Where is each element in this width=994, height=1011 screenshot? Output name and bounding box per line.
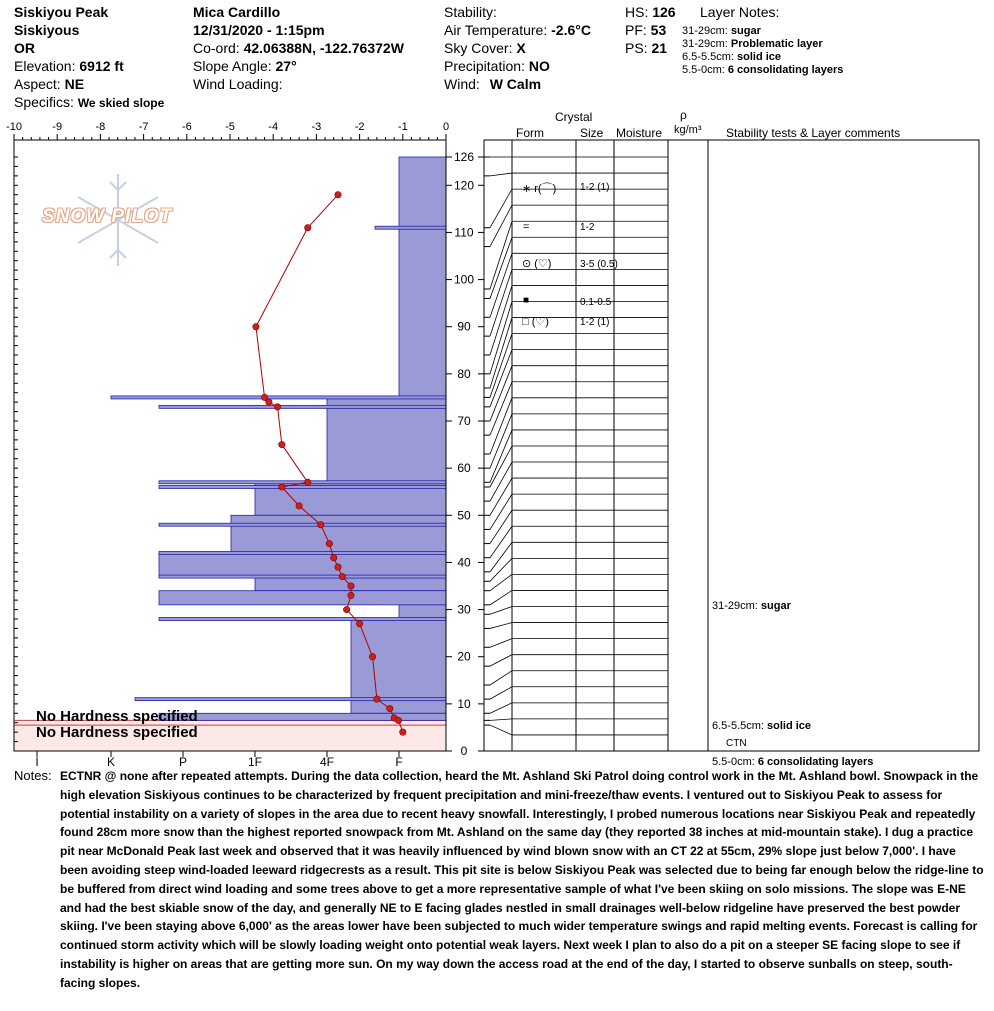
- density-unit-header: kg/m³: [674, 124, 702, 136]
- layer-boundary-line: [490, 494, 668, 529]
- precip-value: NO: [528, 58, 550, 74]
- layer-boundary-line: [490, 478, 668, 515]
- hardness-layer-bar: [399, 605, 446, 619]
- hardness-thin-layer-bar: [159, 552, 446, 555]
- elevation-value: 6912 ft: [79, 58, 124, 74]
- height-tick-label: 90: [457, 319, 471, 334]
- hardness-layer-bar: [159, 713, 446, 720]
- no-hardness-label: No Hardness specified: [36, 708, 198, 725]
- layer-boundary-line: [490, 510, 668, 543]
- layer-boundary-line: [490, 574, 668, 590]
- wind-label: Wind:: [444, 76, 480, 92]
- observer-name: Mica Cardillo: [193, 4, 281, 20]
- state-name: OR: [14, 40, 35, 56]
- layer-notes-title: Layer Notes:: [700, 4, 780, 20]
- layer-boundary-line: [490, 542, 668, 572]
- layer-boundary-line: [490, 398, 668, 454]
- temperature-point: [339, 573, 345, 579]
- height-tick-label: 40: [457, 555, 471, 570]
- temp-tick-label: -3: [311, 121, 322, 133]
- layer-boundary-line: [490, 446, 668, 487]
- temperature-point: [274, 404, 280, 410]
- stability-label: Stability:: [444, 4, 497, 20]
- temperature-point: [395, 717, 401, 723]
- layer-boundary-line: [490, 687, 668, 699]
- slope-label: Slope Angle:: [193, 58, 272, 74]
- crystal-form: =: [523, 221, 530, 233]
- hardness-layer-bar: [399, 157, 446, 397]
- specifics-label: Specifics:: [14, 94, 74, 110]
- height-tick-label: 110: [454, 225, 474, 240]
- comment-text: solid ice: [767, 720, 812, 732]
- height-tick-label: 10: [457, 696, 471, 711]
- precip-label: Precipitation:: [444, 58, 525, 74]
- layer-boundary-line: [490, 430, 668, 482]
- hardness-tick-label: F: [395, 755, 403, 769]
- stability-comments-header: Stability tests & Layer comments: [726, 126, 901, 140]
- air-temp-value: -2.6°C: [551, 22, 591, 38]
- pf-value: 53: [650, 22, 667, 38]
- coord-value: 42.06388N, -122.76372W: [243, 40, 404, 56]
- snowpilot-logo: [38, 172, 198, 268]
- height-tick-label: 50: [457, 508, 471, 523]
- layer-boundary-line: [490, 639, 668, 648]
- layer-boundary-line: [490, 655, 668, 666]
- aspect-label: Aspect:: [14, 76, 61, 92]
- height-tick-label: 60: [457, 461, 471, 476]
- hardness-tick-label: I: [35, 755, 39, 769]
- form-header: Form: [516, 126, 544, 140]
- temperature-point: [326, 540, 332, 546]
- temp-tick-label: -2: [354, 121, 365, 133]
- temp-tick-label: 0: [442, 121, 450, 133]
- temp-tick-label: -8: [95, 121, 106, 133]
- crystal-form: □ (♡): [522, 316, 549, 328]
- crystal-size: 1-2: [580, 222, 595, 233]
- layer-boundary-line: [490, 205, 668, 246]
- temp-tick-label: -1: [397, 121, 408, 133]
- layer-boundary-line: [490, 301, 668, 373]
- temp-tick-label: -6: [181, 121, 192, 133]
- layer-boundary-line: [490, 607, 668, 615]
- layer-note-range: 6.5-5.5cm:: [682, 51, 734, 63]
- layer-boundary-line: [490, 558, 668, 581]
- hardness-thin-layer-bar: [159, 486, 446, 489]
- crystal-form: ∗ r(⌒): [522, 183, 557, 195]
- layer-note-range: 5.5-0cm:: [682, 64, 725, 76]
- height-tick-label: 0: [460, 744, 468, 758]
- temp-tick-label: -5: [225, 121, 235, 133]
- hardness-layer-bar: [231, 515, 446, 553]
- temperature-point: [374, 696, 380, 702]
- height-tick-label: 120: [453, 178, 475, 193]
- temp-tick-label: -10: [6, 121, 22, 133]
- temperature-point: [387, 705, 393, 711]
- layer-boundary-line: [490, 382, 668, 435]
- specifics-value: We skied slope: [77, 96, 165, 110]
- layer-note-range: 31-29cm:: [682, 38, 728, 50]
- layer-boundary-line: [490, 590, 668, 604]
- layer-boundary-line: [490, 703, 668, 713]
- layer-boundary-line: [490, 237, 668, 298]
- temperature-point: [356, 621, 362, 627]
- crystal-size: 3-5 (0.5): [580, 259, 618, 270]
- layer-boundary-line: [490, 719, 668, 720]
- temp-tick-label: -7: [138, 121, 149, 133]
- notes-label: Notes:: [14, 768, 52, 783]
- layer-boundary-line: [490, 623, 668, 629]
- comment-range: 6.5-5.5cm:: [712, 720, 764, 732]
- layer-boundary-line: [490, 462, 668, 501]
- comment-range: 31-29cm:: [712, 600, 758, 612]
- hardness-tick-label: K: [106, 755, 116, 769]
- comment-text: 6 consolidating layers: [757, 756, 874, 768]
- layer-boundary-line: [490, 366, 668, 421]
- hardness-thin-layer-bar: [375, 226, 446, 229]
- hardness-tick-label: 4F: [319, 755, 335, 769]
- temperature-point: [253, 324, 259, 330]
- layer-note-text: Problematic layer: [730, 38, 823, 50]
- hardness-thin-layer-bar: [159, 618, 446, 621]
- moisture-header: Moisture: [616, 126, 663, 140]
- temperature-point: [318, 522, 324, 528]
- layer-note-text: 6 consolidating layers: [727, 64, 844, 76]
- layer-boundary-line: [490, 269, 668, 336]
- crystal-size: 0.1-0.5: [580, 297, 612, 308]
- temp-tick-label: -9: [52, 121, 63, 133]
- crystal-form: ⊙ (♡): [522, 258, 552, 270]
- crystal-form: ■: [523, 295, 530, 306]
- comment-range: 5.5-0cm:: [712, 756, 755, 768]
- layer-note-text: sugar: [730, 25, 761, 37]
- temperature-point: [305, 225, 311, 231]
- hardness-tick-label: P: [178, 755, 188, 769]
- slope-value: 27°: [275, 58, 297, 74]
- hardness-thin-layer-bar: [159, 523, 446, 526]
- hardness-thin-layer-bar: [159, 405, 446, 408]
- temperature-point: [343, 606, 349, 612]
- height-tick-label: 20: [457, 649, 471, 664]
- rho-header: ρ: [680, 108, 687, 122]
- comment-text: sugar: [760, 600, 791, 612]
- height-tick-label: 30: [457, 602, 471, 617]
- layer-boundary-line: [490, 189, 668, 228]
- temp-tick-label: -4: [268, 121, 279, 133]
- layer-note-text: solid ice: [737, 51, 782, 63]
- temperature-point: [305, 479, 311, 485]
- hardness-layer-bar: [159, 591, 446, 605]
- ps-label: PS:: [625, 40, 648, 56]
- height-tick-label: 80: [457, 366, 471, 381]
- no-hardness-label: No Hardness specified: [36, 724, 198, 741]
- location-name: Siskiyou Peak: [14, 4, 109, 20]
- temperature-point: [335, 192, 341, 198]
- layer-boundary-line: [490, 285, 668, 355]
- notes-text: ECTNR @ none after repeated attempts. During the data collection, heard the Mt. Ashland Ski Patrol doing control work in the Mt. Ashland bowl. Snowpack in the high elevation Siskiyous continues to be characterized by frequent precipitation and mini-freeze/thaw events. I ventured out to Siskiyou Peak to assess for potential instability on a variety of slopes in the area due to recent heavy snowfall. Interestingly, I probed numerous locations near Siskiyou Peak and repeatedly found 28cm more snow than the highest reported snowpack from Mt. Ashland on the same day (they reported 38 inches at mid-mountain stake). I dug a practice pit near McDonald Peak last week and observed that it was heavily influenced by wind blown snow with an CT 22 at 55cm, 29% slope just below 7,000'. I have been avoiding steep wind-loaded leeward ridgecrests as a result. This pit site is below Siskiyou Peak was selected due to being far enough below the ridge-line to be buffered from direct wind loading and some trees above to get a more representative sample of what I've been skiing on solo missions. The slope was E-NE and had the best skiable snow of the day, and generally NE to E facing glades nestled in small drainages well-below ridgeline have preserved the best powder skiing. I've been staying above 6,000' as the areas lower have been subjected to much wider temperature swings and rapid melting events. Forecast is calling for continued storm activity which will be slowly loading weight onto potential weak layers. Next week I plan to also do a pit on a steeper SE facing slope to see if instability is higher on areas that are getting more sun. On my way down the access road at the end of the day, I started to observe sunballs on steep, south-facing slopes.: [60, 769, 984, 990]
- hardness-layer-bar: [327, 397, 446, 482]
- hardness-tick-label: 1F: [247, 755, 263, 769]
- hs-value: 126: [652, 4, 676, 20]
- logo-text: SNOW PILOT: [42, 206, 173, 227]
- height-tick-label: 126: [453, 150, 475, 164]
- layer-table-frame: [484, 140, 979, 751]
- comment-ice: [712, 720, 811, 732]
- aspect-value: NE: [64, 76, 85, 92]
- temperature-point: [348, 592, 354, 598]
- size-header: Size: [580, 126, 604, 140]
- comment-ctn: CTN: [726, 738, 747, 749]
- hardness-thin-layer-bar: [135, 698, 446, 701]
- hs-label: HS:: [625, 4, 649, 20]
- layer-boundary-line: [490, 725, 668, 735]
- crystal-header: Crystal: [555, 110, 593, 124]
- pf-label: PF:: [625, 22, 647, 38]
- comment-sugar: [712, 600, 791, 612]
- temperature-point: [266, 399, 272, 405]
- hardness-layer-bar: [159, 553, 446, 577]
- sky-label: Sky Cover:: [444, 40, 513, 56]
- layer-note-range: 31-29cm:: [682, 25, 728, 37]
- coord-label: Co-ord:: [193, 40, 240, 56]
- layer-boundary-line: [490, 350, 668, 407]
- temperature-point: [330, 555, 336, 561]
- air-temp-label: Air Temperature:: [444, 22, 548, 38]
- height-tick-label: 70: [457, 414, 471, 428]
- temperature-point: [296, 503, 302, 509]
- temperature-point: [400, 729, 406, 735]
- hardness-thin-layer-bar: [159, 575, 446, 578]
- height-tick-label: 100: [453, 272, 475, 287]
- wind-value: W Calm: [489, 76, 542, 92]
- crystal-size: 1-2 (1): [580, 182, 610, 193]
- elevation-label: Elevation:: [14, 58, 76, 74]
- layer-boundary-line: [490, 173, 668, 176]
- crystal-size: 1-2 (1): [580, 317, 610, 328]
- observation-datetime: 12/31/2020 - 1:15pm: [193, 22, 325, 38]
- layer-boundary-line: [490, 318, 668, 388]
- ps-value: 21: [651, 40, 668, 56]
- temperature-point: [348, 583, 354, 589]
- layer-boundary-line: [490, 671, 668, 685]
- hardness-thin-layer-bar: [111, 396, 446, 399]
- wind-loading-label: Wind Loading:: [193, 76, 283, 92]
- temperature-point: [279, 484, 285, 490]
- sky-value: X: [516, 40, 526, 56]
- range-name: Siskiyous: [14, 22, 80, 38]
- layer-boundary-line: [490, 221, 668, 289]
- layer-boundary-line: [490, 414, 668, 468]
- temperature-point: [369, 654, 375, 660]
- temperature-point: [335, 564, 341, 570]
- temperature-point: [279, 441, 285, 447]
